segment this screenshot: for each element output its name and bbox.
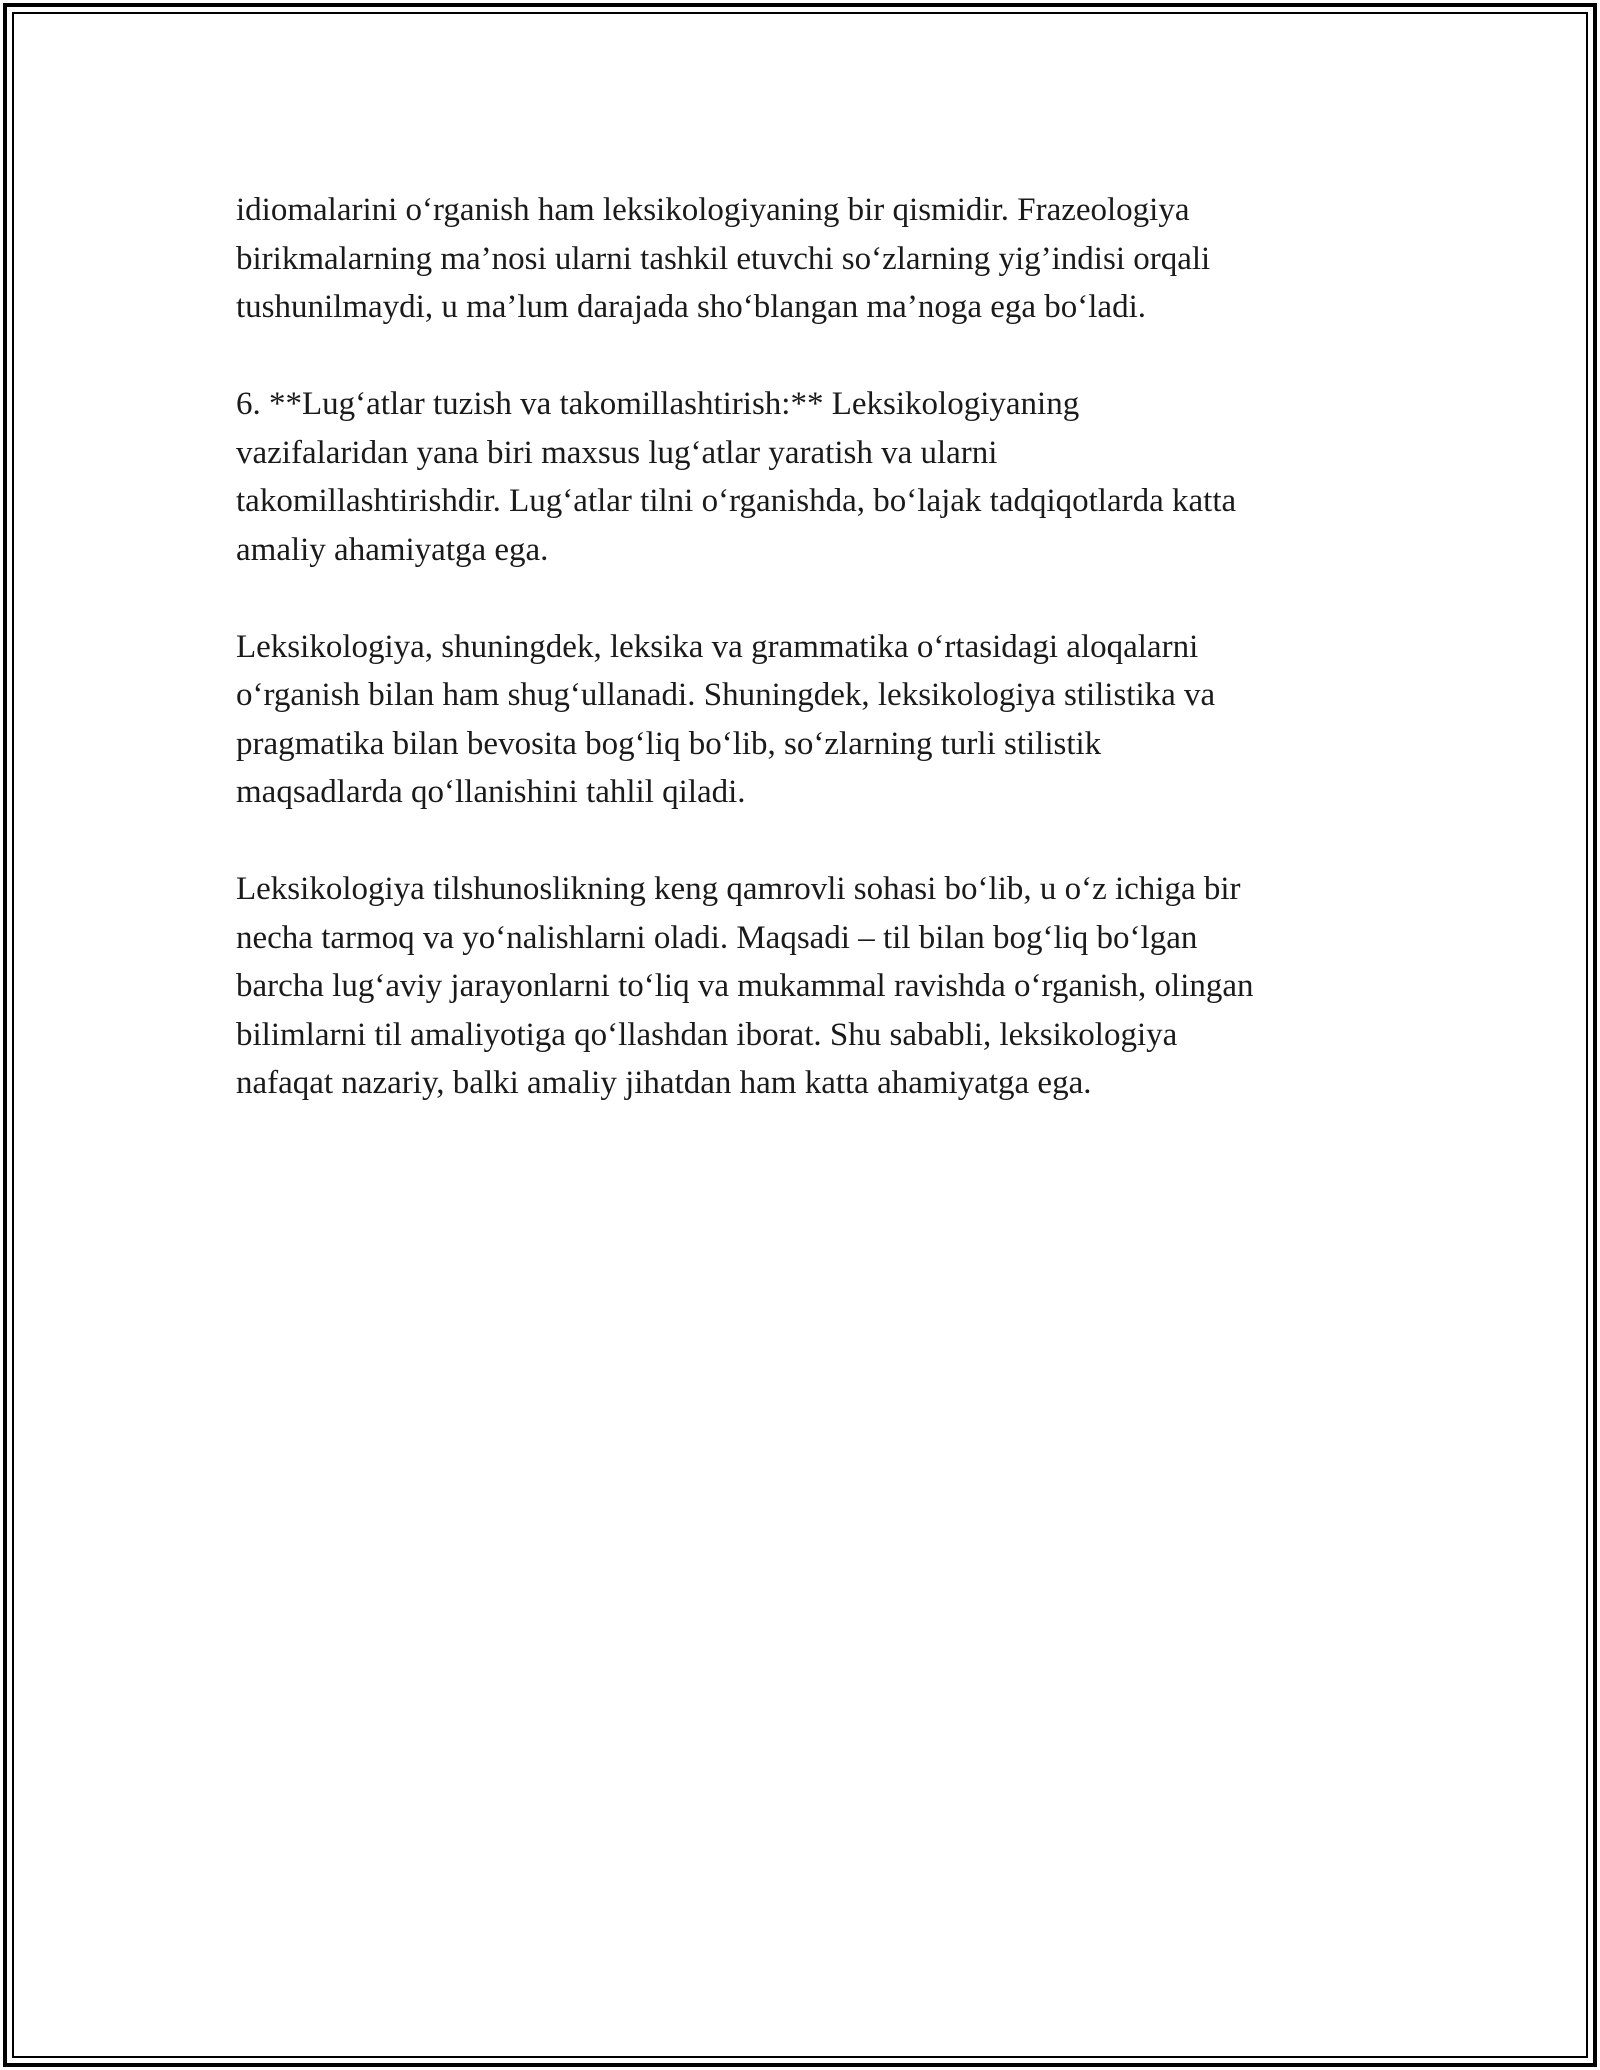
text-line: idiomalarini o‘rganish ham leksikologiyaning bir qismidir. Frazeologiya <box>236 192 1190 228</box>
text-line: amaliy ahamiyatga ega. <box>236 531 549 568</box>
text-line: necha tarmoq va yo‘nalishlarni oladi. Maqsadi – til bilan bog‘liq bo‘lgan <box>236 919 1198 956</box>
paragraph-dictionaries <box>236 380 1376 574</box>
text-line: birikmalarning ma’nosi ularni tashkil etuvchi so‘zlarning yig’indisi orqali <box>236 240 1211 277</box>
text-line: pragmatika bilan bevosita bog‘liq bo‘lib, so‘zlarning turli stilistik <box>236 725 1102 762</box>
text-line: tushunilmaydi, u ma’lum darajada sho‘blangan ma’noga ega bo‘ladi. <box>236 289 1146 325</box>
text-line: bilimlarni til amaliyotiga qo‘llashdan iborat. Shu sababli, leksikologiya <box>236 1016 1178 1053</box>
text-line: 6. **Lug‘atlar tuzish va takomillashtirish:** Leksikologiyaning <box>236 386 1080 422</box>
paragraph-lexicon-grammar <box>236 623 1376 817</box>
text-line: Leksikologiya, shuningdek, leksika va grammatika o‘rtasidagi aloqalarni <box>236 628 1199 665</box>
text-line: maqsadlarda qo‘llanishini tahlil qiladi. <box>236 774 746 810</box>
document-body <box>236 186 1376 1156</box>
text-line: Leksikologiya tilshunoslikning keng qamrovli sohasi bo‘lib, u o‘z ichiga bir <box>236 871 1241 907</box>
text-line: takomillashtirishdir. Lug‘atlar tilni o‘rganishda, bo‘lajak tadqiqotlarda katta <box>236 483 1237 519</box>
text-line: nafaqat nazariy, balki amaliy jihatdan ham katta ahamiyatga ega. <box>236 1065 1092 1101</box>
text-line: vazifalaridan yana biri maxsus lug‘atlar yaratish va ularni <box>236 434 998 471</box>
text-line: barcha lug‘aviy jarayonlarni to‘liq va mukammal ravishda o‘rganish, olingan <box>236 968 1254 1004</box>
paragraph-conclusion <box>236 865 1376 1108</box>
paragraph-phraseology <box>236 186 1376 332</box>
text-line: o‘rganish bilan ham shug‘ullanadi. Shuningdek, leksikologiya stilistika va <box>236 677 1216 713</box>
